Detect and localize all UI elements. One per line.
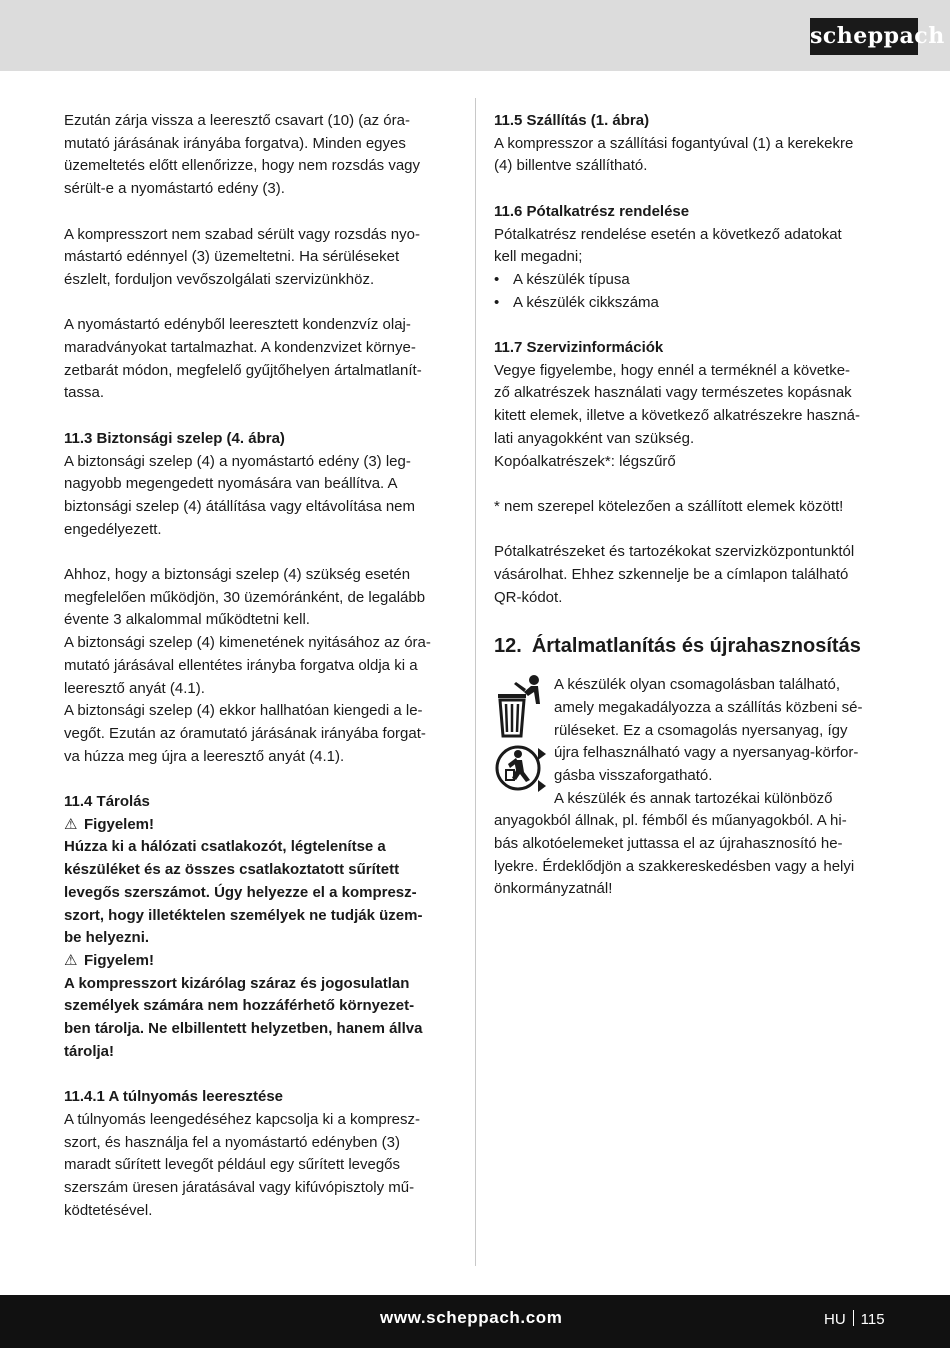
disposal-block: A készülék olyan csomagolásban található, amely megakadályozza a szállítás közbeni sé- rüléseket. Ez a csomagolás nyersanyag, így újra felhasználható vagy a nyersanyag-körfor- gásba visszaforgatható. A készülék és annak tartozékai különböző anyagokból állnak, pl. fémből és műanyagokból. A hi- bás alkotóelemeket juttassa el az újrahasznosító he- lyekre. Érdeklődjön a szakkereskedésben vagy a helyi önkormányzatnál! <box>494 676 863 898</box>
section-12-title: 12. Ártalmatlanítás és újrahasznosítás <box>494 635 861 658</box>
section-heading: 11.5 Szállítás (1. ábra) <box>494 112 650 129</box>
warning-icon: ⚠ <box>64 815 78 833</box>
brand-logo: scheppach <box>810 18 918 55</box>
recycling-icon <box>494 740 550 806</box>
warning-label: ⚠ Figyelem! <box>64 950 456 973</box>
warning-icon: ⚠ <box>64 951 78 969</box>
paragraph: A nyomástartó edényből leeresztett kondenzvíz olaj- maradványokat tartalmazhat. A kondenzvizet környe- zetbarát módon, megfelelő gyűjtőhelyen ártalmatlanít- tassa. <box>64 316 422 402</box>
list-item: • A készülék cikkszáma <box>494 292 886 315</box>
paragraph: Ahhoz, hogy a biztonsági szelep (4) szükség esetén megfelelően működjön, 30 üzemóránként, de legalább évente 3 alkalommal működtetni kell. A biztonsági szelep (4) kimenetének nyitásához az óra- mutató járásával ellentétes irányba forgatva oldja ki a leeresztő anyát (4.1). A biztonsági szelep (4) ekkor hallhatóan kiengedi a le- vegőt. Ezután az óramutató járásának irányába forgat- va húzza meg újra a leeresztő anyát (4.1). <box>64 566 431 765</box>
section-11-3: 11.3 Biztonsági szelep (4. ábra) A biztonsági szelep (4) a nyomástartó edény (3) leg- nagyobb megengedett nyomására van beállítva. A biztonsági szelep (4) átállítása vagy eltávolítása nem engedélyezett. <box>64 428 456 542</box>
footer-band <box>0 1295 950 1348</box>
section-11-4-1: 11.4.1 A túlnyomás leeresztése A túlnyomás leengedéséhez kapcsolja ki a kompresz- szort, és használja fel a nyomástartó edényben (3) maradt sűrített levegőt például egy sűrített levegős szerszám üresen járatásával vagy kifúvópisztoly mű- ködtetésével. <box>64 1086 456 1222</box>
section-heading: 11.7 Szervizinformációk <box>494 339 664 356</box>
header-band <box>0 0 950 71</box>
column-divider <box>475 98 476 1266</box>
list-item: • A készülék típusa <box>494 269 886 292</box>
trash-bin-disposal-icon <box>494 674 550 740</box>
website-link[interactable]: www.scheppach.com <box>380 1308 563 1327</box>
disposal-icons <box>494 674 550 806</box>
left-column <box>64 110 456 1222</box>
language-code: HU <box>824 1311 846 1328</box>
section-11-5: 11.5 Szállítás (1. ábra) A kompresszor a szállítási fogantyúval (1) a kerekekre (4) billentve szállítható. <box>494 110 886 178</box>
separator <box>853 1310 854 1326</box>
section-heading: 11.3 Biztonsági szelep (4. ábra) <box>64 429 285 447</box>
warning-label: ⚠ Figyelem! <box>64 814 456 837</box>
section-11-6: 11.6 Pótalkatrész rendelése Pótalkatrész rendelése esetén a következő adatokat kell megadni; • A készülék típusa • A készülék cikkszáma <box>494 201 886 315</box>
page-number: 115 <box>860 1311 885 1328</box>
paragraph: Ezután zárja vissza a leeresztő csavart (10) (az óra- mutató járásának irányába forgatva). Minden egyes üzemeltetés előtt ellenőrizze, hogy nem rozsdás vagy sérült-e a nyomástartó edény (3). <box>64 112 421 198</box>
section-11-7: 11.7 Szervizinformációk Vegye figyelembe, hogy ennél a terméknél a követke- ző alkatrészek használati vagy természetes kopásnak kitett elemek, illetve a következő alkatrészekre haszná- lati anyagokként van szükség. Kopóalkatrészek*: légszűrő <box>494 337 886 473</box>
section-heading: 11.4 Tárolás <box>64 793 150 811</box>
section-heading: 11.4.1 A túlnyomás leeresztése <box>64 1088 284 1106</box>
right-column <box>494 110 886 901</box>
section-11-4: 11.4 Tárolás ⚠ Figyelem! Húzza ki a hálózati csatlakozót, légtelenítse a készüléket és az összes csatlakoztatott sűrített levegős szerszámot. Úgy helyezze el a kompresz- szort, hogy illetéktelen személyek ne tudják üzem- be helyezni. ⚠ Figyelem! A kompresszort kizárólag száraz és jogosulatlan személyek számára nem hozzáférhető környezet- ben tárolja. Ne elbillentett helyzetben, hanem állva tárolja! <box>64 791 456 1063</box>
footnote: * nem szerepel kötelezően a szállított elemek között! <box>494 497 844 515</box>
page-indicator <box>824 1310 885 1328</box>
paragraph: A kompresszort nem szabad sérült vagy rozsdás nyo- mástartó edénnyel (3) üzemeltetni. Ha sérüléseket észlelt, forduljon vevőszolgálati szervizünkhöz. <box>64 225 420 288</box>
section-heading: 11.6 Pótalkatrész rendelése <box>494 202 690 220</box>
paragraph: Pótalkatrészeket és tartozékokat szervizközpontunktól vásárolhat. Ehhez szkennelje be a címlapon található QR-kódot. <box>494 543 855 606</box>
